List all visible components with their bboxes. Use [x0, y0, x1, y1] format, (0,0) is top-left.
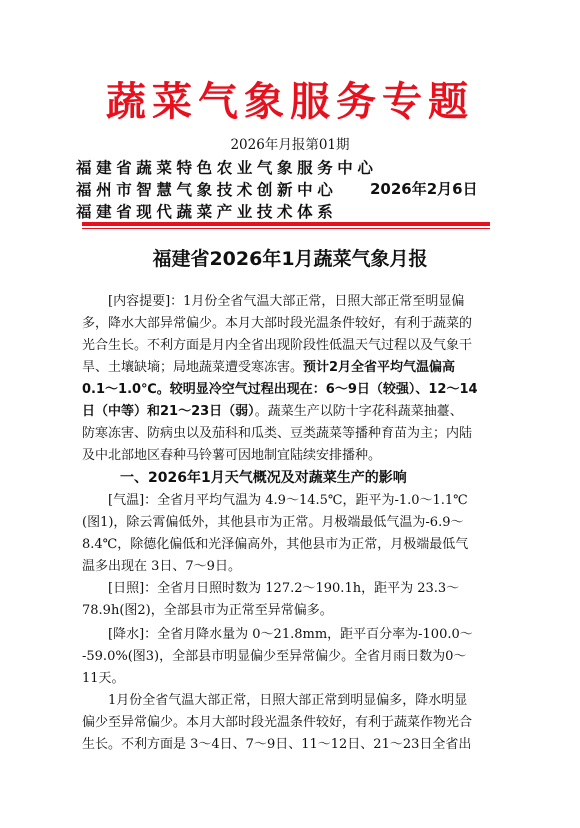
issuer-line-3: 福建省现代蔬菜产业技术体系 — [76, 203, 338, 221]
temperature-line: 温多出现在 3日、7～9日。 — [82, 559, 241, 574]
temperature-line: 8.4℃，除德化偏低和光泽偏高外，其他县市为正常，月极端最低气 — [82, 537, 469, 552]
temperature-line: [气温]：全省月平均气温为 4.9～14.5℃，距平为-1.0～1.1℃ — [108, 493, 468, 508]
masthead-title: 蔬菜气象服务专题 — [106, 78, 474, 125]
masthead-divider-thick — [82, 222, 490, 226]
body-line: 生长。不利方面是 3～4日、7～9日、11～12日、21～23日全省出 — [82, 737, 472, 752]
masthead-divider-thin — [82, 228, 490, 229]
precipitation-line: 11天。 — [82, 671, 125, 686]
section-heading: 一、2026年1月天气概况及对蔬菜生产的影响 — [120, 470, 407, 486]
temperature-line: (图1)，除云霄偏低外，其他县市为正常。月极端最低气温为-6.9～ — [82, 515, 464, 530]
summary-line — [82, 357, 455, 379]
summary-line: [内容提要]：1月份全省气温大部正常，日照大部正常至明显偏 — [108, 294, 465, 309]
summary-line: 及中北部地区春种马铃薯可因地制宜陆续安排播种。 — [82, 448, 382, 463]
issue-date: 2026年2月6日 — [370, 180, 478, 198]
issuer-line-1: 福建省蔬菜特色农业气象服务中心 — [76, 159, 378, 177]
forecast-text: 预计2月全省平均气温偏高 — [303, 360, 456, 375]
report-title: 福建省2026年1月蔬菜气象月报 — [152, 248, 428, 270]
summary-line — [82, 401, 463, 423]
sunshine-line: [日照]：全省月日照时数为 127.2～190.1h，距平为 23.3～ — [108, 581, 460, 596]
summary-line: 防寒冻害、防病虫以及茄科和瓜类、豆类蔬菜等播种育苗为主；内陆 — [82, 426, 473, 441]
summary-text: 旱、土壤缺墒；局地蔬菜遭受寒冻害。 — [82, 360, 304, 375]
body-line: 1月份全省气温大部正常，日照大部正常到明显偏多，降水明显 — [108, 693, 468, 708]
summary-line: 多，降水大部异常偏少。本月大部时段光温条件较好，有利于蔬菜的 — [82, 316, 473, 331]
summary-text: 。蔬菜生产以防十字花科蔬菜抽薹、 — [254, 404, 463, 419]
issue-number: 2026年月报第01期 — [230, 137, 350, 153]
precipitation-line: [降水]：全省月降水量为 0～21.8mm，距平百分率为-100.0～ — [108, 627, 473, 642]
forecast-line: 0.1～1.0℃。较明显冷空气过程出现在：6～9日（较强）、12～14 — [82, 382, 478, 397]
forecast-text: 日（中等）和21～23日（弱） — [82, 404, 255, 419]
precipitation-line: -59.0%(图3)，全部县市明显偏少至异常偏少。全省月雨日数为0～ — [82, 649, 467, 664]
summary-line: 光合生长。不利方面是月内全省出现阶段性低温天气过程以及气象干 — [82, 338, 473, 353]
issuer-line-2: 福州市智慧气象技术创新中心 — [76, 181, 338, 199]
sunshine-line: 78.9h(图2)，全部县市为正常至异常偏多。 — [82, 603, 333, 618]
body-line: 偏少至异常偏少。本月大部时段光温条件较好，有利于蔬菜作物光合 — [82, 715, 473, 730]
